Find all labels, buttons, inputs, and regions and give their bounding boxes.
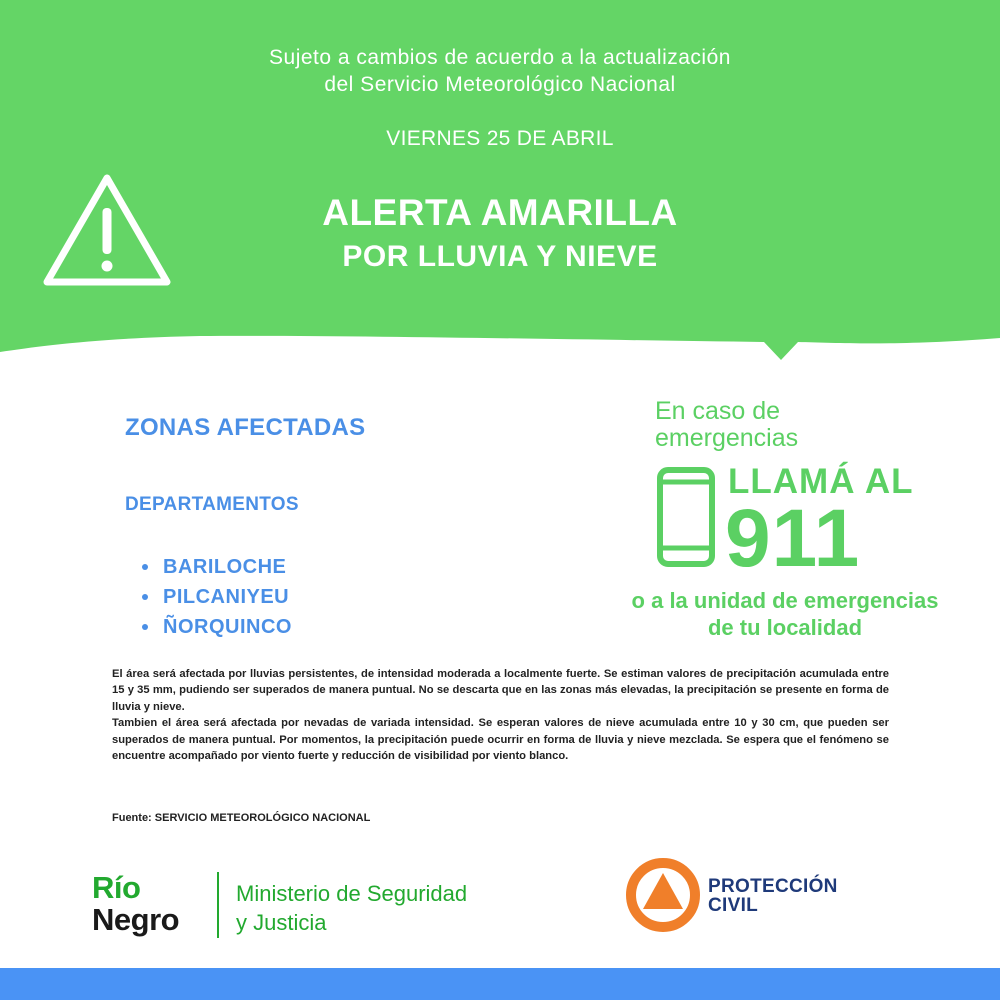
call-label: LLAMÁ AL: [728, 462, 914, 501]
footer-bar: [0, 968, 1000, 1000]
affected-zones-title: ZONAS AFECTADAS: [125, 414, 366, 441]
rio-negro-logo: [92, 872, 179, 936]
civil-protection-emblem-icon: [625, 857, 701, 933]
update-notice: [0, 44, 1000, 98]
logo-divider: [217, 872, 219, 938]
emergency-alternative-line1: o a la unidad de emergencias: [631, 588, 939, 613]
departments-list: [140, 552, 292, 642]
ministry-name: [236, 879, 467, 937]
emergency-heading: [655, 398, 798, 452]
department-item: PILCANIYEU: [140, 582, 292, 612]
department-item: BARILOCHE: [140, 552, 292, 582]
alert-date: VIERNES 25 DE ABRIL: [386, 127, 614, 150]
update-notice-line2: del Servicio Meteorológico Nacional: [324, 73, 676, 96]
source-credit: Fuente: SERVICIO METEOROLÓGICO NACIONAL: [112, 812, 371, 824]
ministry-name-line1: Ministerio de Seguridad: [236, 881, 468, 906]
description-paragraph: El área será afectada por lluvias persistentes, de intensidad moderada a localmente fuerte. Se estiman valores de precipitación acumulada entre 15 y 35 mm, pudiendo ser superados de manera puntual. No se descarta que en las zonas más elevadas, la precipitación se presente en forma de lluvia y nieve.: [112, 668, 889, 713]
alert-title: ALERTA AMARILLA: [322, 192, 678, 233]
emergency-number: 911: [725, 493, 861, 584]
alert-description: [112, 666, 889, 764]
emergency-alternative: [580, 587, 990, 641]
update-notice-line1: Sujeto a cambios de acuerdo a la actualización: [269, 46, 731, 69]
emergency-alternative-line2: de tu localidad: [707, 615, 863, 640]
description-paragraph: Tambien el área será afectada por nevadas de variada intensidad. Se esperan valores de nieve acumulada entre 10 y 30 cm, que pueden ser superados de manera puntual. Por momentos, la precipitación puede ocurrir en forma de lluvia y nieve mezclada. Se espera que el fenómeno se encuentre acompañado por viento fuerte y reducción de visibilidad por viento blanco.: [112, 717, 889, 763]
ministry-name-line2: y Justicia: [236, 910, 327, 935]
alert-subtitle: POR LLUVIA Y NIEVE: [342, 240, 658, 273]
department-item: ÑORQUINCO: [140, 612, 292, 642]
phone-icon: [656, 466, 716, 568]
emergency-heading-line1: En caso de: [655, 397, 781, 425]
civil-protection-line2: CIVIL: [708, 895, 759, 916]
departments-title: DEPARTAMENTOS: [125, 494, 299, 515]
civil-protection-logo-text: [708, 877, 838, 915]
emergency-heading-line2: emergencias: [655, 424, 799, 452]
civil-protection-line1: PROTECCIÓN: [708, 876, 838, 897]
rio-negro-logo-line2: Negro: [92, 902, 180, 937]
rio-negro-logo-line1: Río: [92, 870, 141, 905]
